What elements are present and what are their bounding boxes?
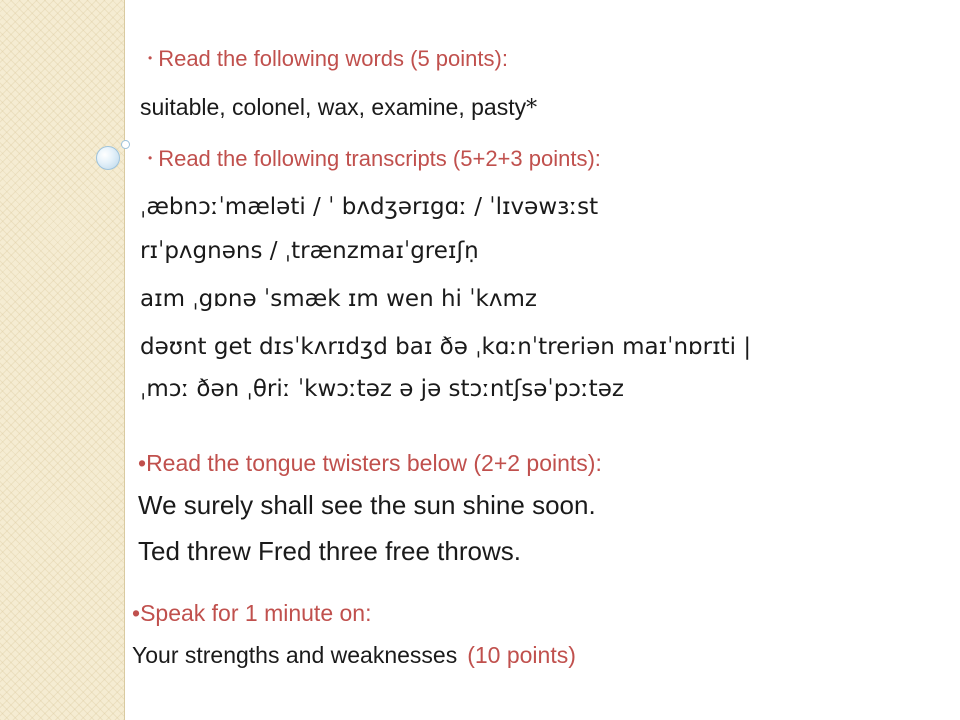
section1-heading	[148, 46, 508, 72]
section3-heading	[138, 450, 602, 477]
decorative-side-band	[0, 0, 124, 720]
section3-heading-text: Read the tongue twisters below (2+2 points):	[146, 450, 602, 476]
decorative-circle-large	[96, 146, 120, 170]
section1-words	[140, 94, 537, 121]
bullet-icon: •	[132, 600, 141, 626]
transcript-line: dəʊnt get dɪsˈkʌrɪdʒd baɪ ðə ˌkɑːnˈtreriən maɪˈnɒrɪti |	[140, 334, 752, 360]
section4-topic	[132, 642, 576, 669]
bullet-icon: •	[148, 51, 153, 65]
section1-heading-text: Read the following words (5 points):	[158, 46, 508, 71]
tongue-twister-line: Ted threw Fred three free throws.	[138, 536, 521, 566]
asterisk-mark: *	[526, 96, 538, 121]
bullet-icon: •	[148, 151, 153, 165]
words-list: suitable, colonel, wax, examine, pasty	[140, 94, 527, 120]
bullet-icon: •	[138, 450, 147, 476]
transcript-line: ˌæbnɔːˈmæləti / ˈ bʌdʒərɪgɑː / ˈlɪvəwɜːst	[140, 194, 599, 220]
transcript-line: rɪˈpʌgnəns / ˌtrænzmaɪˈgreɪʃṇ	[140, 238, 479, 264]
section4-heading-text: Speak for 1 minute on:	[140, 600, 372, 626]
section4-heading	[132, 600, 371, 627]
tongue-twister-line: We surely shall see the sun shine soon.	[138, 490, 596, 520]
transcript-line: ˌmɔː ðən ˌθriː ˈkwɔːtəz ə jə stɔːntʃsəˈpɔːtəz	[140, 376, 624, 402]
decorative-circle-small	[121, 140, 130, 149]
topic-points: (10 points)	[467, 642, 576, 668]
side-divider	[124, 0, 125, 720]
transcript-line: aɪm ˌgɒnə ˈsmæk ɪm wen hi ˈkʌmz	[140, 286, 537, 312]
section2-heading-text: Read the following transcripts (5+2+3 points):	[158, 146, 601, 171]
topic-text: Your strengths and weaknesses	[132, 642, 458, 668]
section2-heading	[148, 146, 601, 172]
